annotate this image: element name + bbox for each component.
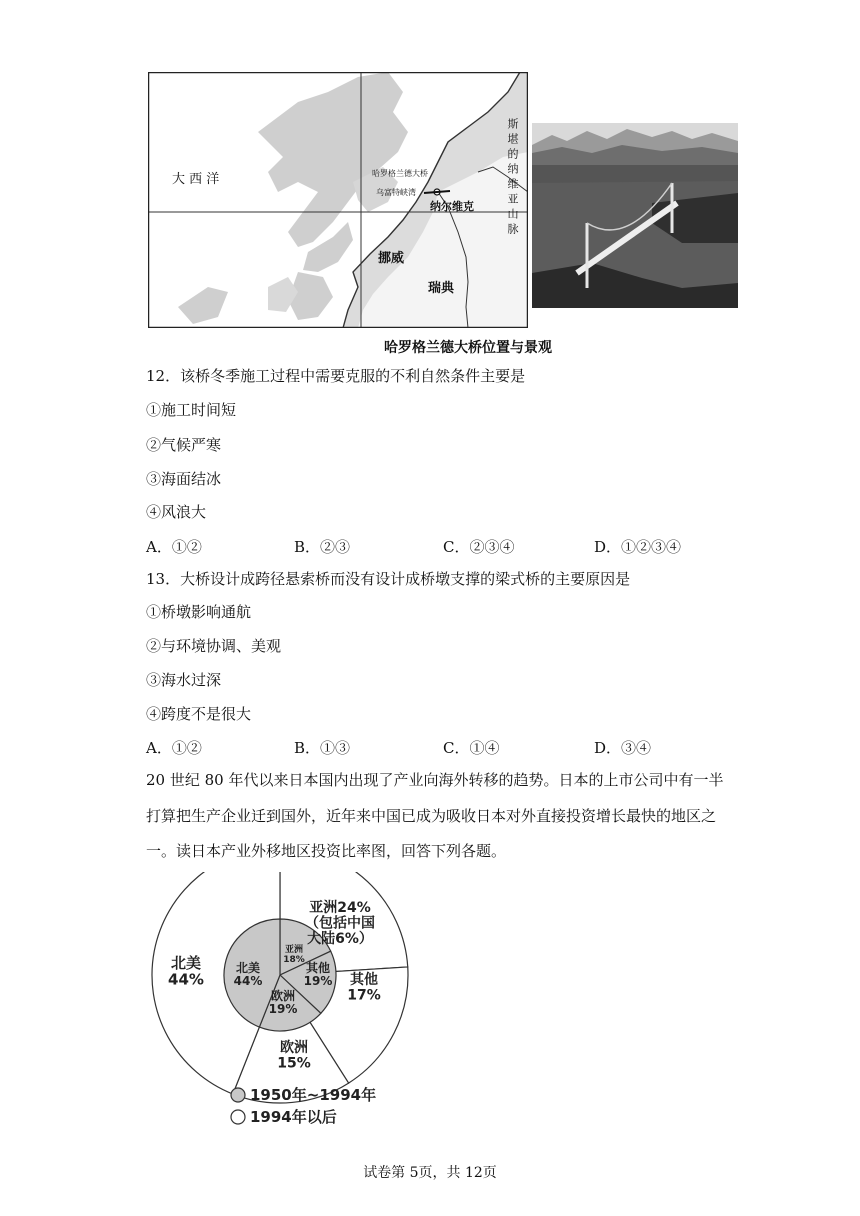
legend-swatch-0 [231,1088,245,1102]
pie-outer-label-0: 北美 44% [168,954,204,989]
legend-label-0: 1950年~1994年 [250,1086,377,1104]
pie-inner-label-2: 其他 19% [303,961,333,989]
bridge-photo-drawing [532,123,738,308]
bridge-photo [532,123,738,308]
q13-options [146,737,766,757]
pie-chart-svg [146,872,416,1132]
figure1-caption: 哈罗格兰德大桥位置与景观 [384,340,552,356]
q12-item-3: ③海面结冰 [146,470,222,488]
q12-option-a[interactable]: A．①② [146,538,202,556]
q12-options [146,536,766,556]
q13-option-c[interactable]: C．①④ [443,739,500,757]
pie-inner-label-1: 亚洲 18% [283,945,305,965]
page-footer: 试卷第 5页，共 12页 [363,1165,497,1181]
pie-outer-label-2: 其他 17% [347,972,381,1004]
mountains-label: 斯堪的纳维亚山脉 [506,118,519,238]
intro-line-1: 20 世纪 80 年代以来日本国内出现了产业向海外转移的趋势。日本的上市公司中有一半 [146,771,724,789]
q12-option-b[interactable]: B．②③ [294,538,351,556]
q13-option-a[interactable]: A．①② [146,739,202,757]
fjord-label: 乌富特峡湾 [376,188,416,197]
q13-item-2: ②与环境协调、美观 [146,637,282,655]
bridge-label: 哈罗格兰德大桥 [372,169,428,178]
pie-inner-label-0: 北美 44% [233,961,263,989]
legend-swatch-1 [231,1110,245,1124]
q13-option-b[interactable]: B．①③ [294,739,351,757]
q12-item-4: ④风浪大 [146,503,207,521]
q13-option-d[interactable]: D．③④ [594,739,652,757]
q13-item-3: ③海水过深 [146,671,222,689]
intro-line-2: 打算把生产企业迁到国外，近年来中国已成为吸收日本对外直接投资增长最快的地区之 [146,807,717,825]
pie-inner-label-3: 欧洲 19% [268,989,298,1017]
investment-pie-chart [146,872,416,1132]
atlantic-label: 大 西 洋 [172,172,220,187]
q12-item-2: ②气候严寒 [146,436,222,454]
q12-stem: 12．该桥冬季施工过程中需要克服的不利自然条件主要是 [146,367,526,385]
intro-line-3: 一。读日本产业外移地区投资比率图，回答下列各题。 [146,842,507,860]
narvik-label: 纳尔维克 [430,200,474,213]
q12-option-d[interactable]: D．①②③④ [594,538,682,556]
norway-label: 挪威 [378,251,405,266]
q12-item-1: ①施工时间短 [146,401,237,419]
sweden-label: 瑞典 [428,281,455,296]
map-figure [148,72,528,328]
q13-item-4: ④跨度不是很大 [146,705,252,723]
q13-stem: 13．大桥设计成跨径悬索桥而没有设计成桥墩支撑的梁式桥的主要原因是 [146,570,631,588]
q12-option-c[interactable]: C．②③④ [443,538,515,556]
pie-outer-label-1: 亚洲24%（包括中国大陆6%） [305,900,375,947]
legend-label-1: 1994年以后 [250,1108,337,1126]
q13-item-1: ①桥墩影响通航 [146,603,252,621]
pie-outer-label-3: 欧洲 15% [277,1040,311,1072]
